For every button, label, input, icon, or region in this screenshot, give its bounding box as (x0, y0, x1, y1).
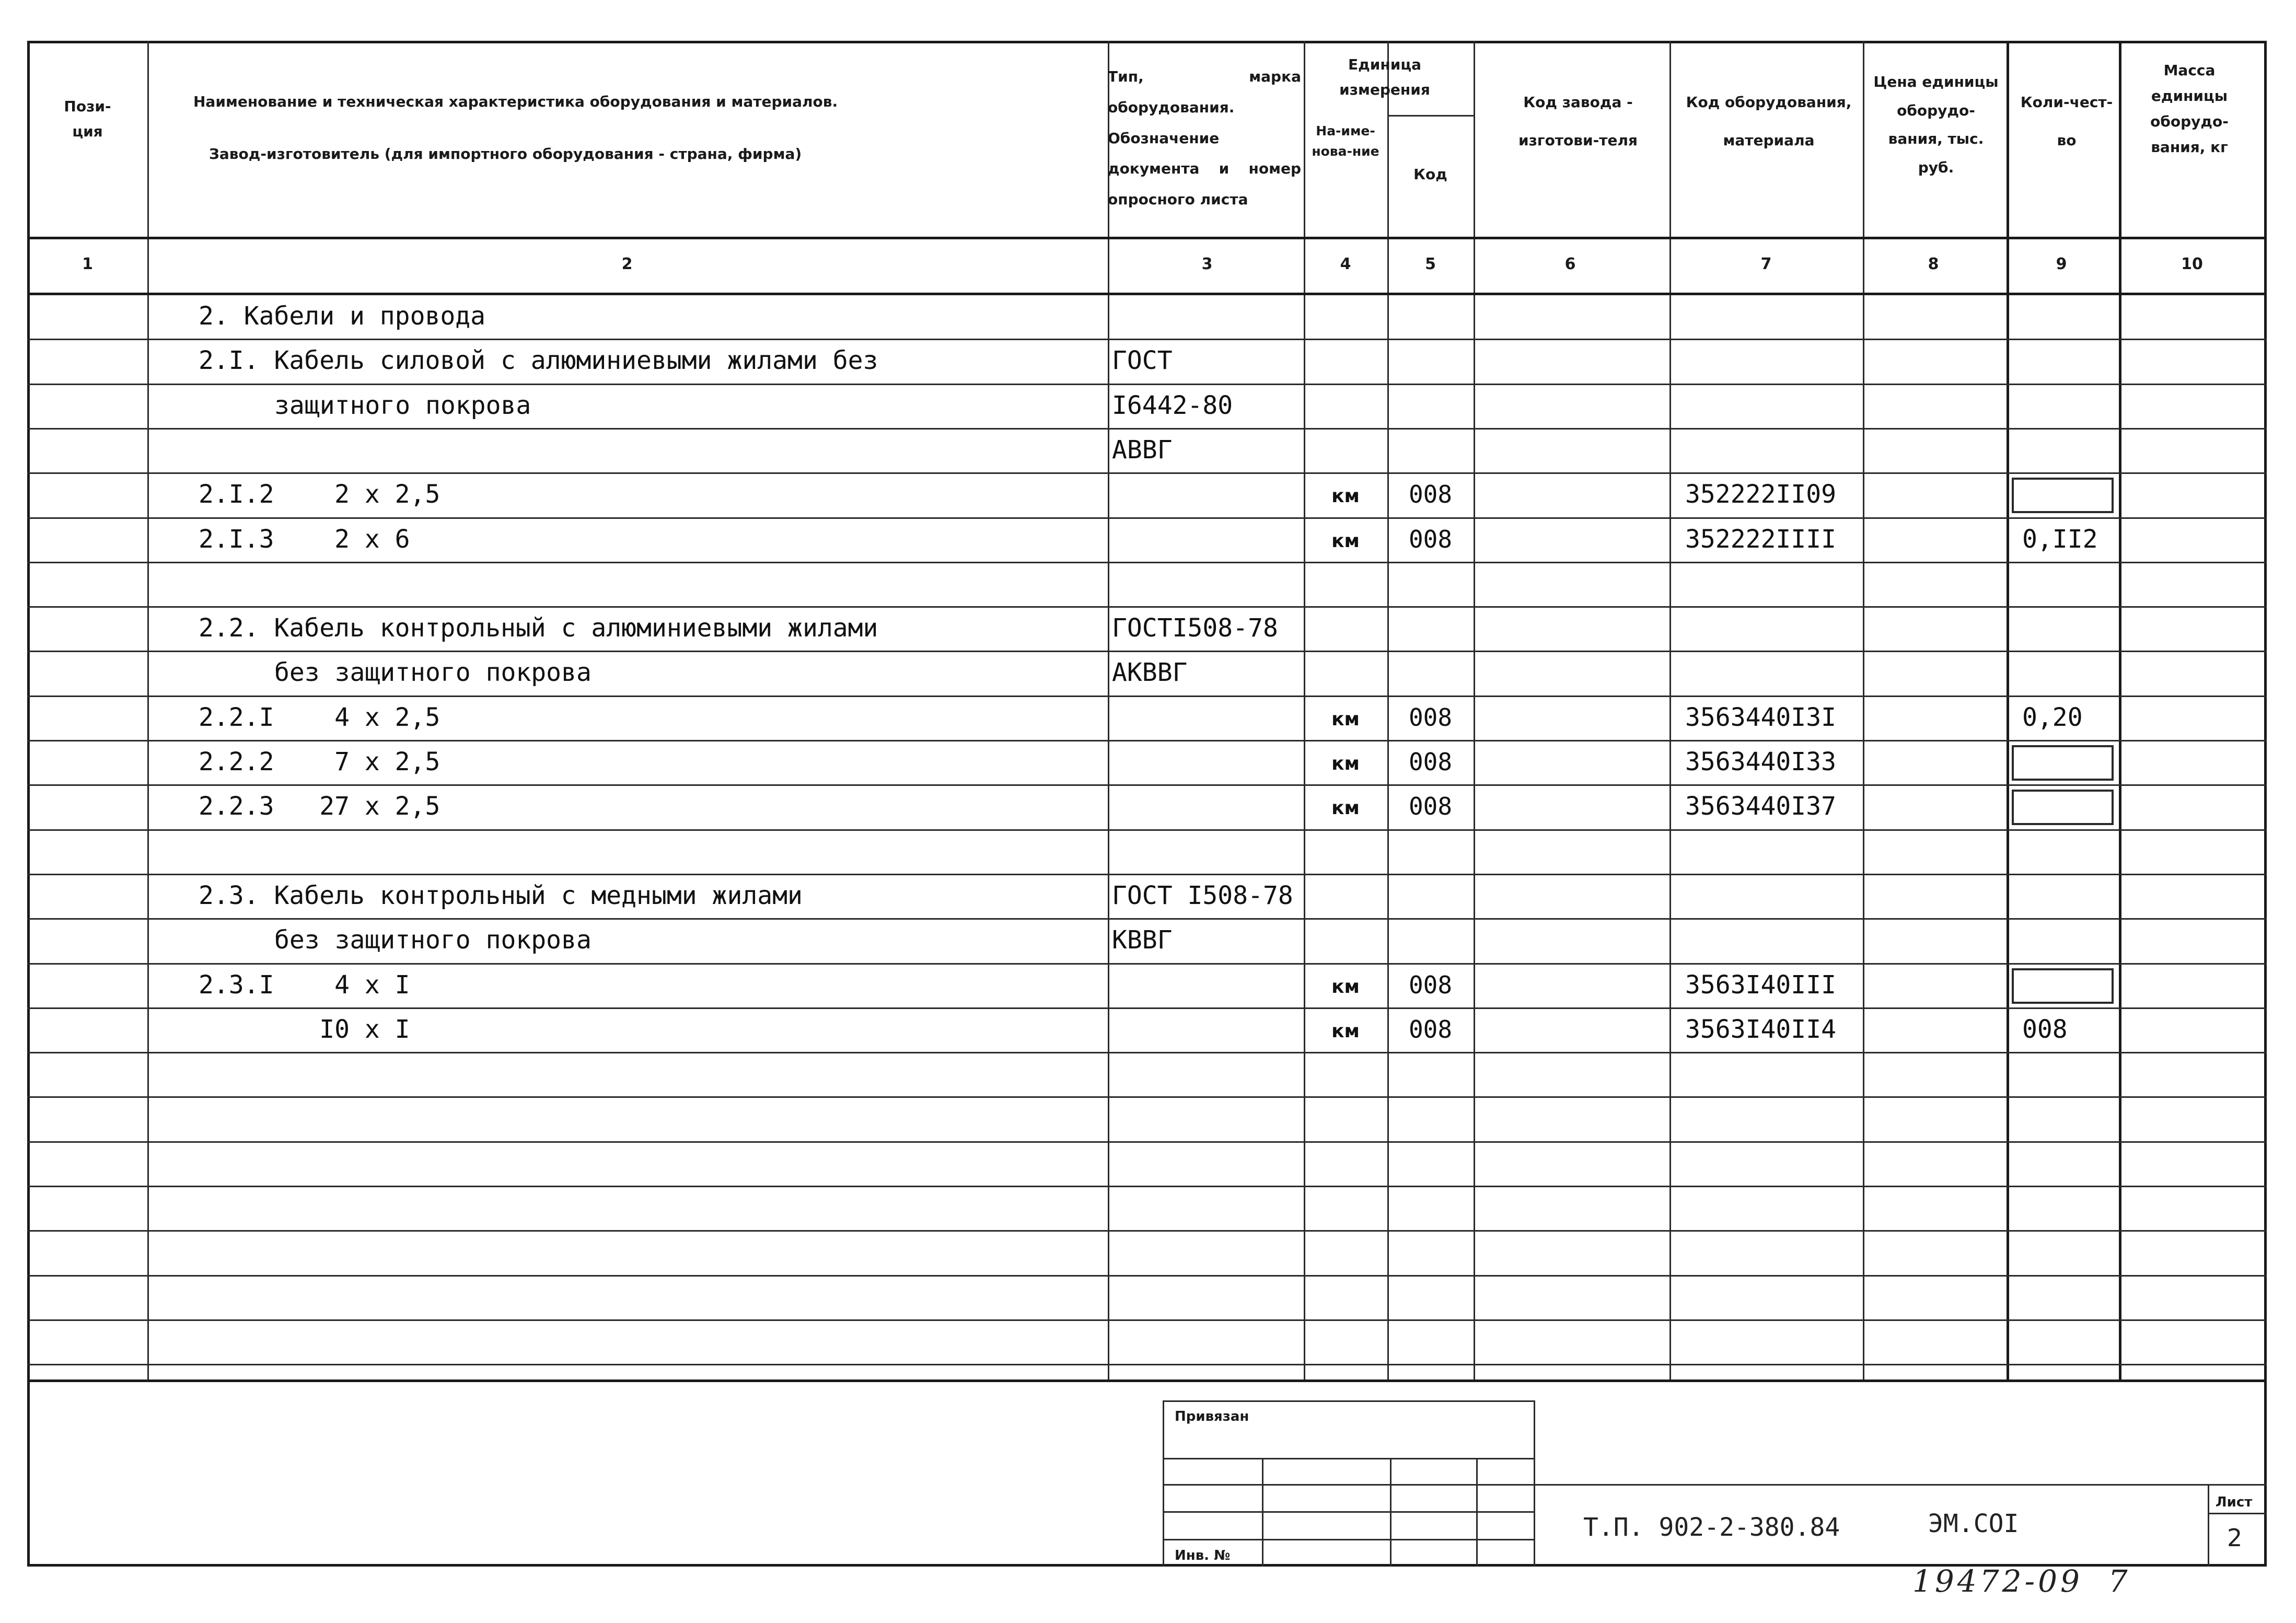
colnum-6: 6 (1564, 255, 1576, 273)
row-line (27, 339, 2267, 340)
item-name: 2.I.3 2 х 6 (199, 525, 410, 554)
item-material-code: 3563440I3I (1685, 703, 1836, 732)
column-divider (1863, 41, 1864, 1379)
quantity-box (2012, 968, 2114, 1004)
stamp-divider (1163, 1400, 1164, 1567)
item-unit-code: 008 (1408, 525, 1453, 553)
row-line (27, 1230, 2267, 1232)
item-type: ГОСТ (1112, 346, 1173, 375)
stamp-divider (1476, 1458, 1478, 1567)
item-unit: км (1331, 709, 1360, 730)
colnum-1: 1 (82, 255, 93, 273)
title-block-divider (2208, 1484, 2209, 1567)
item-unit: км (1331, 485, 1360, 507)
colnum-3: 3 (1201, 255, 1213, 273)
item-unit-code: 008 (1408, 748, 1453, 776)
row-line (27, 829, 2267, 831)
row-line (27, 1364, 2267, 1365)
item-type: I6442-80 (1112, 391, 1233, 420)
item-name: без защитного покрова (274, 658, 592, 687)
unit-subheader-line (1387, 115, 1474, 117)
header-factory-code: Код завода - изготови-теля (1518, 94, 1638, 149)
row-line (27, 1096, 2267, 1098)
item-name: 2.I.2 2 х 2,5 (199, 480, 440, 509)
colnum-10: 10 (2181, 255, 2203, 273)
column-divider (1108, 41, 1109, 1379)
row-line (27, 963, 2267, 965)
stamp-divider (1390, 1458, 1391, 1567)
row-line (27, 1052, 2267, 1053)
colnum-9: 9 (2056, 255, 2067, 273)
item-unit: км (1331, 1021, 1360, 1042)
header-quantity: Коли-чест-во (2020, 94, 2113, 149)
list-label: Лист (2216, 1494, 2253, 1510)
quantity-box (2012, 478, 2114, 513)
item-material-code: 3563I40II4 (1685, 1015, 1836, 1044)
item-unit-code: 008 (1408, 1015, 1453, 1044)
header-type: Тип, марка оборудования. Обозначение документа и номер опросного листа (1108, 68, 1301, 208)
quantity-box (2012, 745, 2114, 781)
row-line (27, 428, 2267, 430)
title-block-line (2208, 1513, 2267, 1514)
item-type: АВВГ (1112, 435, 1173, 465)
stamp-divider (1534, 1400, 1535, 1567)
doc-number: Т.П. 902-2-380.84 (1583, 1513, 1840, 1542)
item-material-code: 352222II09 (1685, 480, 1836, 509)
stamp-privyazan: Привязан (1175, 1409, 1249, 1424)
row-line (27, 1319, 2267, 1321)
row-line (27, 1186, 2267, 1187)
item-material-code: 3563I40III (1685, 970, 1836, 1000)
item-unit-code: 008 (1408, 480, 1453, 508)
row-line (27, 1141, 2267, 1143)
item-material-code: 352222IIII (1685, 525, 1836, 554)
item-name: 2. Кабели и провода (199, 302, 486, 331)
item-unit-code: 008 (1408, 703, 1453, 732)
header-material-code: Код оборудования, материала (1686, 94, 1852, 149)
list-number: 2 (2227, 1524, 2243, 1552)
item-name: 2.I. Кабель силовой с алюминиевыми жилами без (199, 346, 878, 375)
row-line (27, 651, 2267, 652)
item-name: 2.2.3 27 х 2,5 (199, 792, 440, 821)
header-unit-code: Код (1413, 166, 1447, 183)
row-line (27, 918, 2267, 920)
header-position: Пози- ция (64, 98, 111, 140)
item-material-code: 3563440I33 (1685, 747, 1836, 776)
item-type: КВВГ (1112, 925, 1173, 955)
colnum-bottom-line (27, 293, 2267, 295)
header-mass: Масса единицы оборудо-вания, кг (2150, 62, 2229, 156)
item-quantity: 0,20 (2022, 703, 2083, 732)
item-name: защитного покрова (274, 391, 531, 420)
colnum-7: 7 (1760, 255, 1772, 273)
row-line (27, 695, 2267, 697)
colnum-2: 2 (621, 255, 633, 273)
item-type: ГОСТI508-78 (1112, 613, 1278, 643)
item-unit-code: 008 (1408, 971, 1453, 999)
item-unit: км (1331, 753, 1360, 774)
item-material-code: 3563440I37 (1685, 792, 1836, 821)
column-divider (1474, 41, 1475, 1379)
item-unit: км (1331, 797, 1360, 819)
item-quantity: 0,II2 (2022, 525, 2098, 554)
header-unit-name: На-име-нова-ние (1312, 123, 1379, 159)
item-name: без защитного покрова (274, 925, 592, 955)
stamp-line (1163, 1458, 1534, 1459)
row-line (27, 384, 2267, 385)
item-name: 2.2.2 7 х 2,5 (199, 747, 440, 776)
sheet-code: ЭМ.СОI (1928, 1509, 2019, 1538)
table-bottom-line (27, 1379, 2267, 1382)
row-line (27, 740, 2267, 741)
title-block-line (1534, 1484, 2267, 1486)
header-name-line2: Завод-изготовитель (для импортного оборудования - страна, фирма) (209, 145, 802, 163)
item-quantity: 008 (2022, 1015, 2068, 1044)
item-unit-code: 008 (1408, 792, 1453, 820)
column-divider (1387, 41, 1389, 1379)
quantity-box (2012, 790, 2114, 825)
stamp-line (1163, 1539, 1534, 1540)
colnum-4: 4 (1340, 255, 1351, 273)
colnum-8: 8 (1928, 255, 1939, 273)
column-divider (2007, 41, 2009, 1379)
row-line (27, 606, 2267, 608)
colnum-5: 5 (1425, 255, 1436, 273)
item-unit: км (1331, 530, 1360, 552)
item-name: 2.2. Кабель контрольный с алюминиевыми жилами (199, 613, 878, 643)
column-divider (1304, 41, 1305, 1379)
stamp-inv-label: Инв. № (1175, 1548, 1231, 1563)
column-divider (147, 41, 149, 1379)
stamp-line (1163, 1400, 1534, 1402)
column-divider (2119, 41, 2121, 1379)
row-line (27, 1007, 2267, 1009)
header-unit: Единица измерения (1339, 56, 1430, 98)
row-line (27, 517, 2267, 519)
row-line (27, 784, 2267, 786)
item-name: I0 х I (199, 1015, 410, 1044)
row-line (27, 472, 2267, 474)
header-price: Цена единицы оборудо-вания, тыс. руб. (1873, 73, 1999, 176)
row-line (27, 874, 2267, 875)
stamp-line (1163, 1511, 1534, 1513)
item-unit: км (1331, 976, 1360, 998)
item-name: 2.3.I 4 х I (199, 970, 410, 1000)
stamp-line (1163, 1484, 1534, 1486)
header-name-line1: Наименование и техническая характеристика оборудования и материалов. (193, 93, 838, 110)
stamp-divider (1262, 1458, 1263, 1567)
row-line (27, 1275, 2267, 1277)
column-divider (1669, 41, 1671, 1379)
header-bottom-line (27, 237, 2267, 239)
item-type: АКВВГ (1112, 658, 1188, 687)
row-line (27, 562, 2267, 563)
item-type: ГОСТ I508-78 (1112, 881, 1293, 910)
item-name: 2.2.I 4 х 2,5 (199, 703, 440, 732)
handwritten-number: 19472-09 7 (1912, 1563, 2131, 1599)
item-name: 2.3. Кабель контрольный с медными жилами (199, 881, 803, 910)
